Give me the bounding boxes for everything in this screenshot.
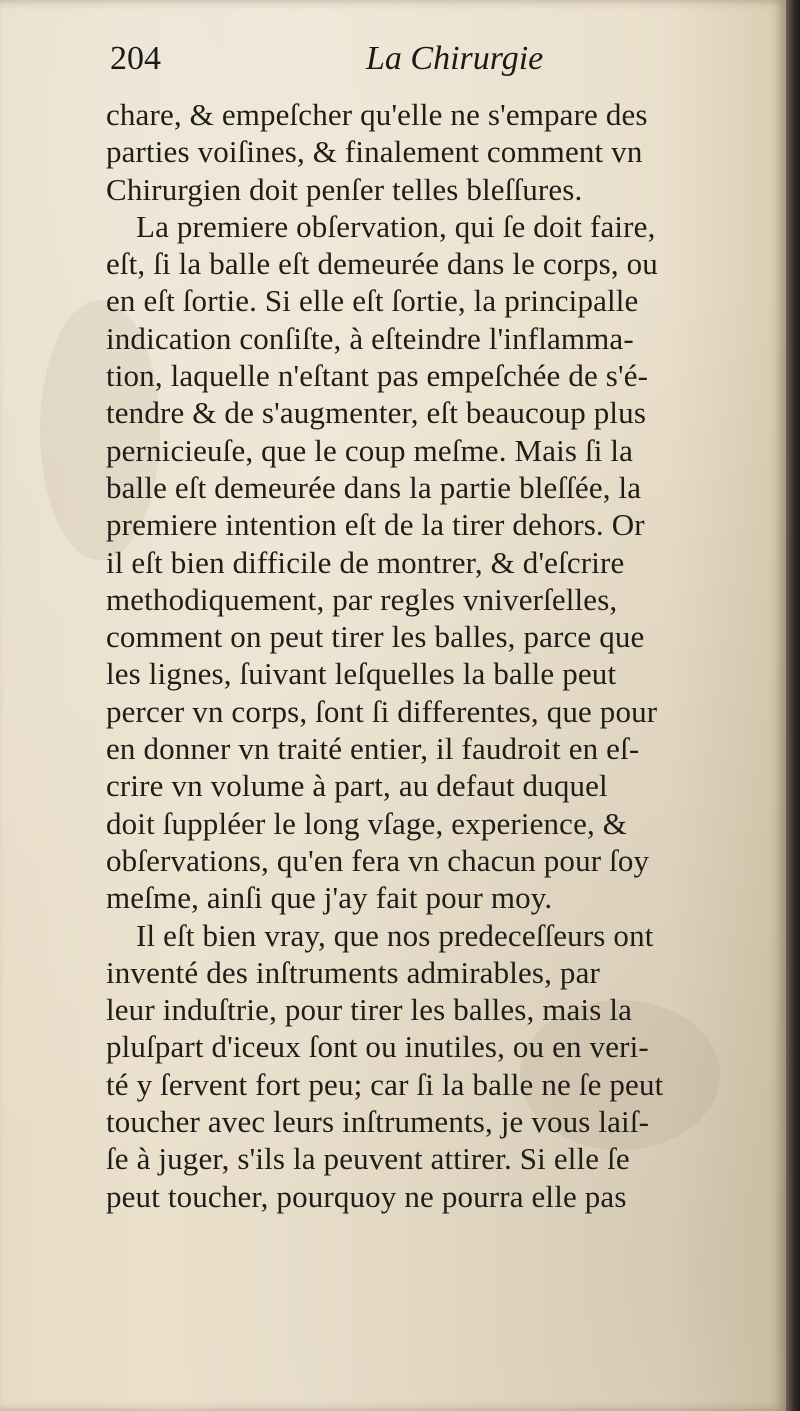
running-title: La Chirurgie — [366, 40, 544, 77]
text-line: meſme, ainſi que j'ay fait pour moy. — [106, 880, 553, 916]
text-line: methodiquement, par regles vniverſelles, — [106, 581, 618, 617]
book-gutter-edge — [786, 0, 800, 1411]
text-line: comment on peut tirer les balles, parce que — [106, 619, 645, 655]
text-line: ſe à juger, s'ils la peuvent attirer. Si elle ſe — [106, 1141, 630, 1177]
paragraph-start-line: La premiere obſervation, qui ſe doit faire, — [136, 208, 656, 244]
text-line: les lignes, ſuivant leſquelles la balle peut — [106, 656, 617, 692]
text-line: balle eſt demeurée dans la partie bleſſée, la — [106, 469, 642, 505]
text-line: inventé des inſtruments admirables, par — [106, 954, 600, 990]
text-line: peut toucher, pourquoy ne pourra elle pas — [106, 1178, 627, 1214]
text-line: il eſt bien difficile de montrer, & d'eſcrire — [106, 544, 625, 580]
text-line: eſt, ſi la balle eſt demeurée dans le corps, ou — [106, 246, 658, 282]
page-number: 204 — [110, 40, 161, 77]
page-header — [110, 40, 750, 90]
text-line: Chirurgien doit penſer telles bleſſures. — [106, 171, 583, 207]
text-line: pernicieuſe, que le coup meſme. Mais ſi la — [106, 432, 634, 468]
text-line: en eſt ſortie. Si elle eſt ſortie, la principalle — [106, 283, 639, 319]
text-line: percer vn corps, ſont ſi differentes, que pour — [106, 693, 658, 729]
text-line: obſervations, qu'en fera vn chacun pour ſoy — [106, 842, 650, 878]
text-line: en donner vn traité entier, il faudroit en eſ- — [106, 731, 640, 767]
text-line: doit ſuppléer le long vſage, experience, & — [106, 805, 628, 841]
text-line: parties voiſines, & finalement comment vn — [106, 134, 643, 170]
text-line: indication conſiſte, à eſteindre l'inflamma- — [106, 320, 634, 356]
text-line: pluſpart d'iceux ſont ou inutiles, ou en veri- — [106, 1029, 649, 1065]
text-line: tion, laquelle n'eſtant pas empeſchée de s'é- — [106, 358, 649, 394]
text-line: premiere intention eſt de la tirer dehors. Or — [106, 507, 645, 543]
text-line: crire vn volume à part, au defaut duquel — [106, 768, 608, 804]
body-text — [106, 96, 786, 1215]
text-line: té y ſervent fort peu; car ſi la balle ne ſe peut — [106, 1066, 664, 1102]
text-line: chare, & empeſcher qu'elle ne s'empare des — [106, 97, 648, 132]
text-line: toucher avec leurs inſtruments, je vous laiſ- — [106, 1104, 650, 1140]
text-line: tendre & de s'augmenter, eſt beaucoup plus — [106, 395, 647, 431]
paragraph-start-line: Il eſt bien vray, que nos predeceſſeurs ont — [136, 917, 654, 953]
text-line: leur induſtrie, pour tirer les balles, mais la — [106, 992, 632, 1028]
